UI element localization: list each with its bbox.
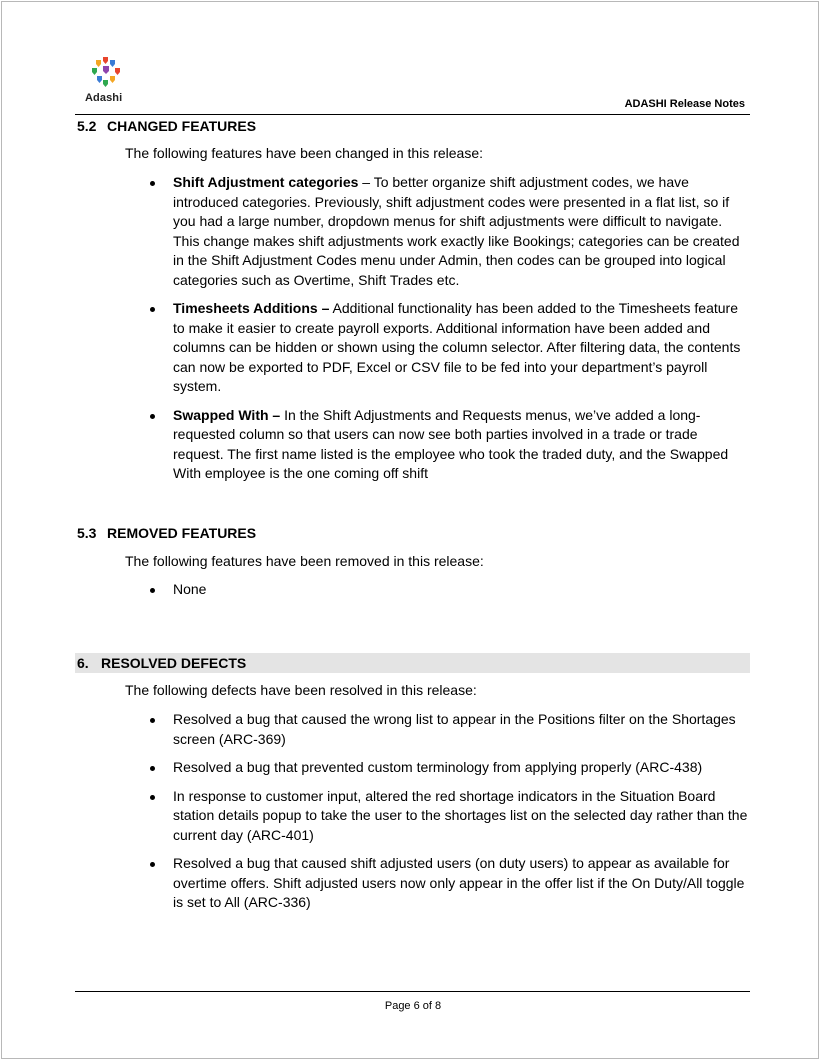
section-title: RESOLVED DEFECTS [101, 655, 247, 671]
section-heading-removed [77, 525, 256, 541]
item-title: Swapped With – [173, 406, 281, 423]
removed-features-list [149, 580, 749, 600]
section-number: 6. [77, 655, 89, 671]
list-item [149, 406, 749, 484]
item-title: Timesheets Additions – [173, 300, 330, 316]
list-item: In response to customer input, altered the red shortage indicators in the Situation Board station details popup to take the user to the shortages list on the selected day rather than the current day (ARC-401) [149, 787, 749, 846]
section-heading-defects [75, 653, 750, 673]
section-title: CHANGED FEATURES [107, 118, 257, 134]
item-text: In the Shift Adjustments and Requests menus, we’ve added a long-requested column so that users can now see both parties involved in a trade or trade request. The first name listed is the employee who took the traded duty, and the Swapped With employee is the one coming off shift [173, 406, 729, 481]
item-separator: – [358, 174, 374, 190]
list-item [149, 299, 749, 397]
list-item [149, 173, 749, 290]
document-title: ADASHI Release Notes [624, 98, 745, 110]
document-page [1, 1, 819, 1059]
header-divider [75, 114, 750, 115]
section-number: 5.2 [77, 118, 97, 134]
section-intro: The following features have been changed in this release: [125, 145, 484, 161]
list-item: None [149, 580, 749, 600]
resolved-defects-list [149, 710, 749, 913]
section-intro: The following features have been removed in this release: [125, 553, 484, 569]
section-title: REMOVED FEATURES [107, 525, 257, 541]
changed-features-list [149, 173, 749, 484]
logo-mark-icon [92, 57, 120, 87]
section-intro: The following defects have been resolved in this release: [125, 682, 477, 698]
section-heading-changed [77, 118, 256, 134]
section-number: 5.3 [77, 525, 97, 541]
footer-divider [75, 991, 750, 992]
page-number: Page 6 of 8 [384, 1000, 442, 1012]
adashi-logo [86, 56, 126, 90]
logo-text: Adashi [85, 92, 123, 104]
list-item: Resolved a bug that caused the wrong list to appear in the Positions filter on the Shortages screen (ARC-369) [149, 710, 749, 749]
list-item: Resolved a bug that caused shift adjusted users (on duty users) to appear as available for overtime offers. Shift adjusted users now only appear in the offer list if the On Duty/All toggle is set to All (ARC-336) [149, 854, 749, 913]
list-item: Resolved a bug that prevented custom terminology from applying properly (ARC-438) [149, 758, 749, 778]
item-title: Shift Adjustment categories [173, 174, 359, 190]
item-text: Additional functionality has been added to the Timesheets feature to make it easier to create payroll exports. Additional information have been added and columns can be hidden or shown using the column selector. After filtering data, the contents can now be exported to PDF, Excel or CSV file to be fed into your department’s payroll system. [173, 300, 741, 394]
item-text: To better organize shift adjustment codes, we have introduced categories. Previously, shift adjustment codes were presented in a flat list, so if you had a large number, dropdown menus for shift adjustments were difficult to navigate. This change makes shift adjustments work exactly like Bookings; categories can be created in the Shift Adjustment Codes menu under Admin, then codes can be grouped into logical categories such as Overtime, Shift Trades etc. [173, 174, 740, 288]
